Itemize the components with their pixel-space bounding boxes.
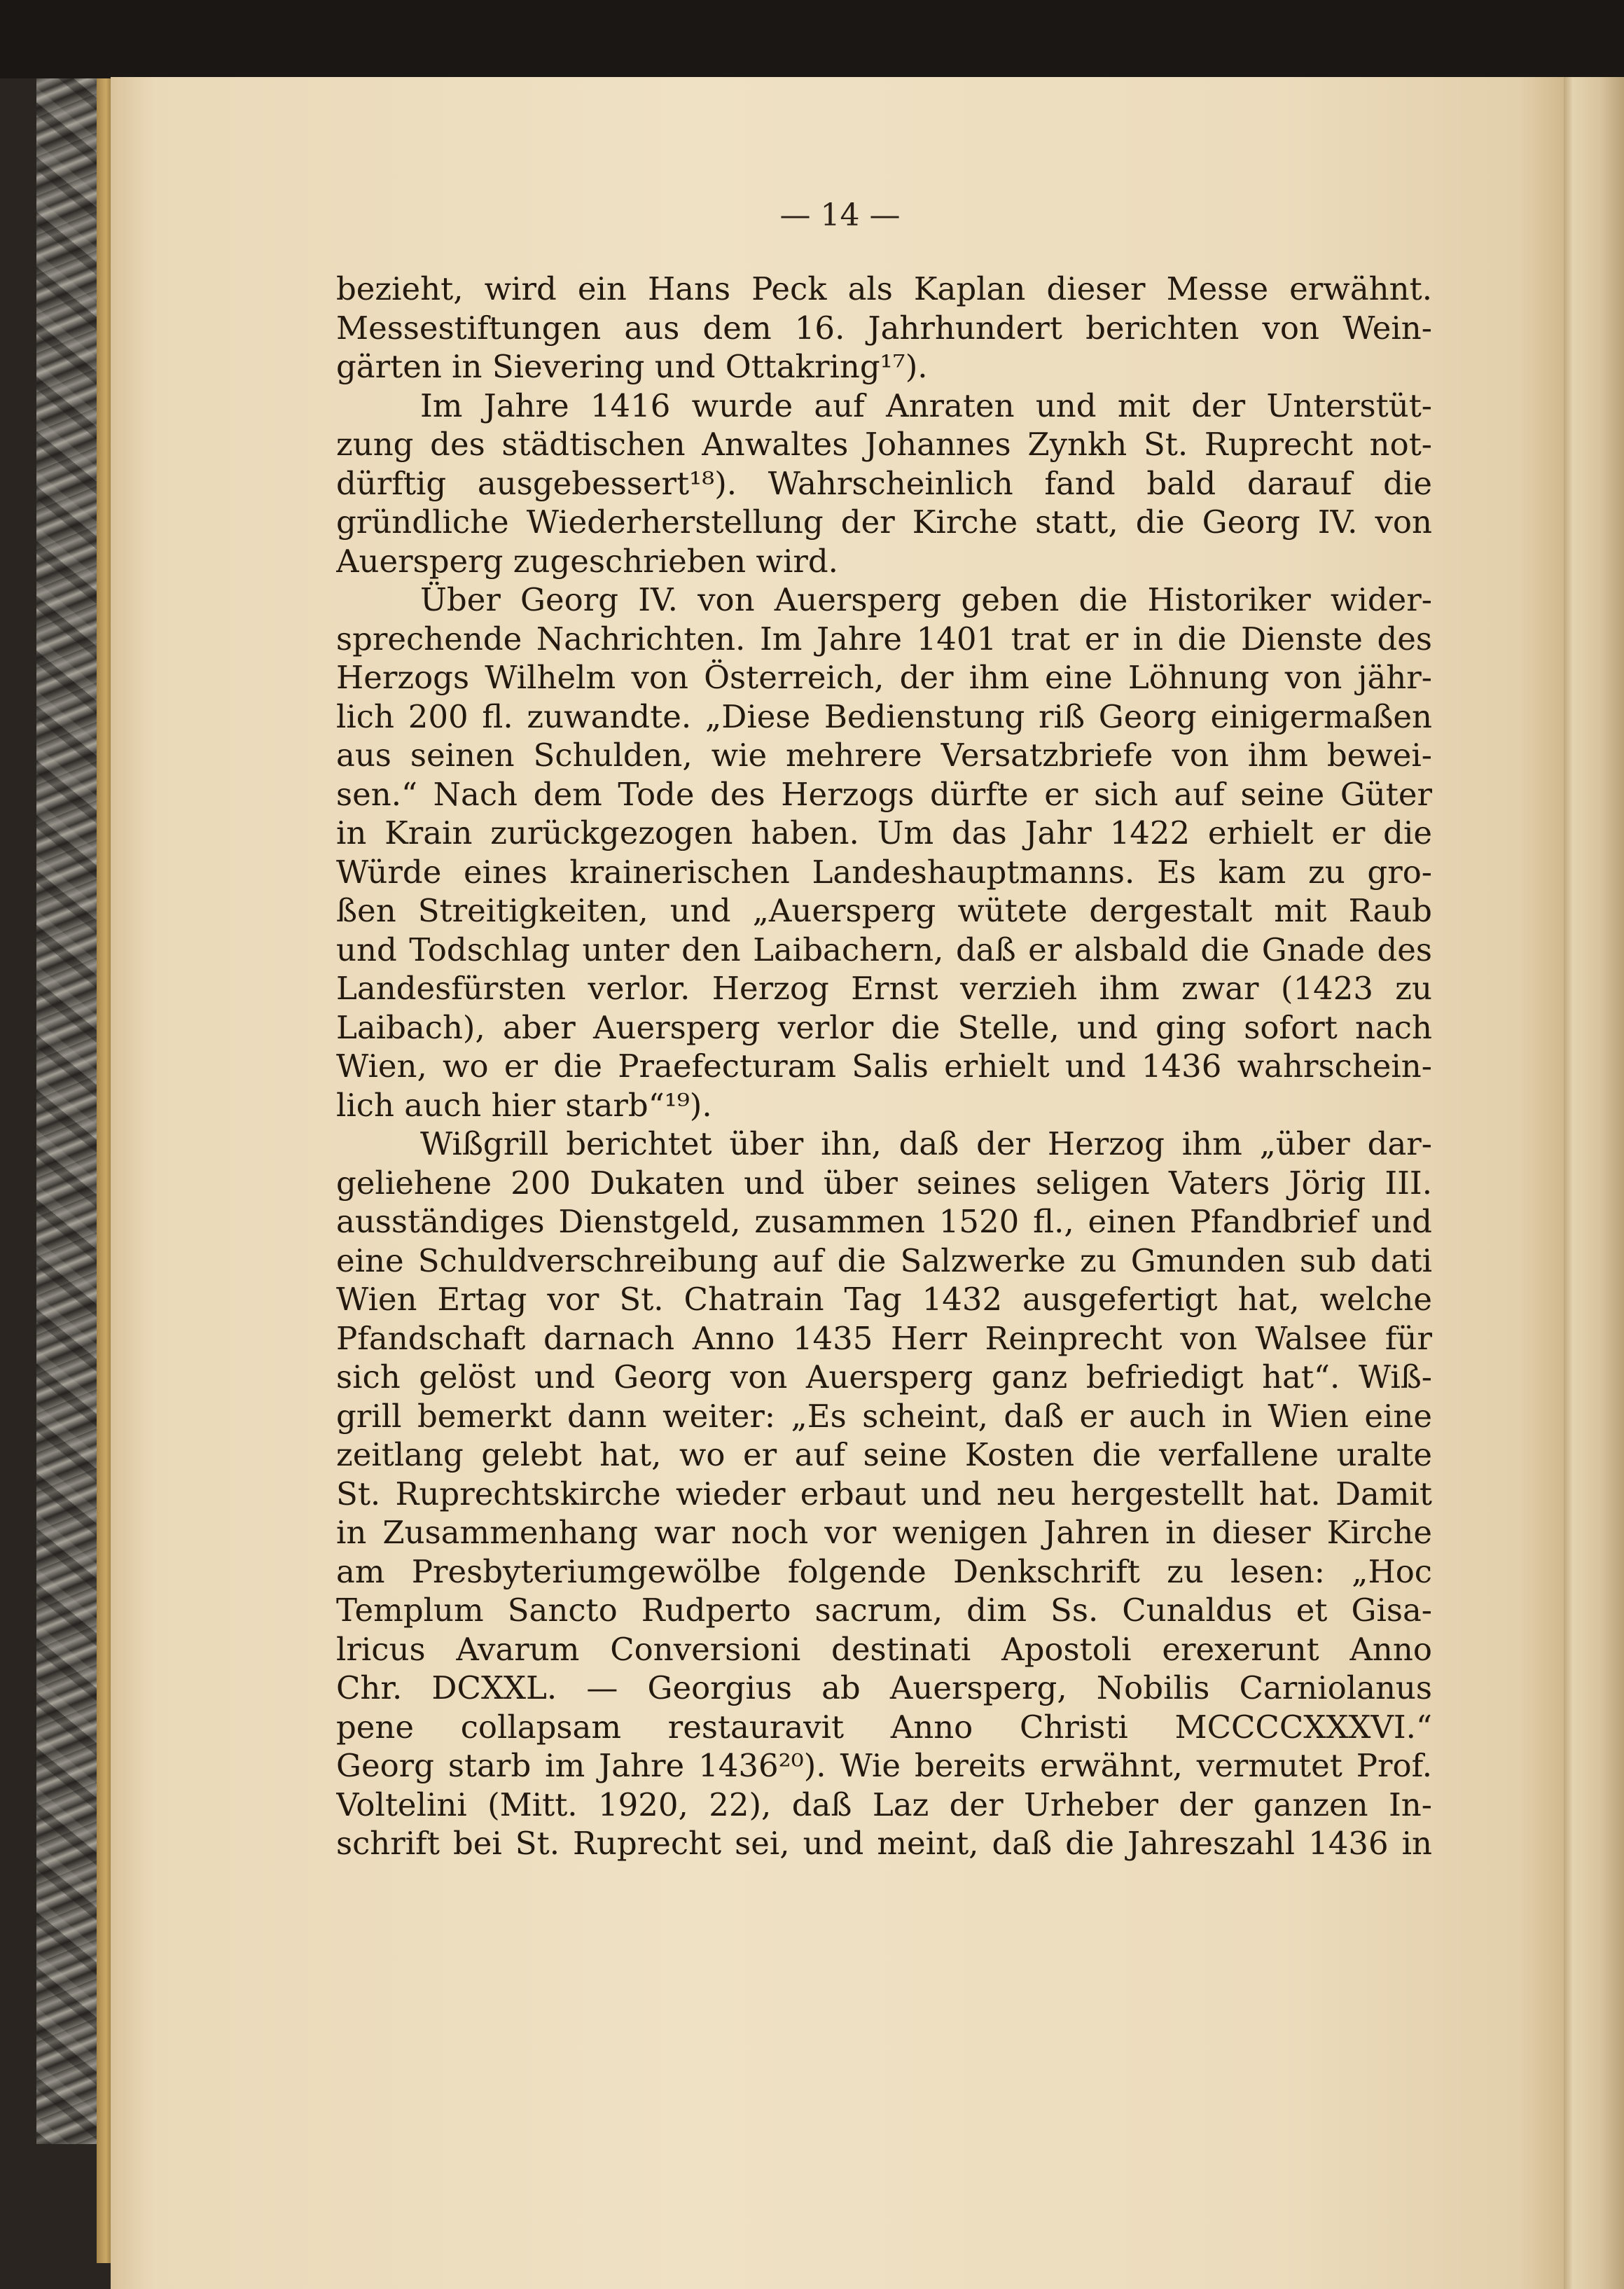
page-stack-edge [1564, 77, 1624, 2289]
text-line: gründliche Wiederherstellung der Kirche statt, die Georg IV. von [336, 503, 1432, 541]
text-line: bezieht, wird ein Hans Peck als Kaplan dieser Messe erwähnt. [336, 270, 1432, 307]
text-line: Georg starb im Jahre 1436²⁰). Wie bereits erwähnt, vermutet Prof. [336, 1747, 1432, 1784]
text-line: in Krain zurückgezogen haben. Um das Jahr 1422 erhielt er die [336, 814, 1432, 851]
body-text [336, 270, 1432, 1863]
text-line: lich auch hier starb“¹⁹). [336, 1086, 712, 1124]
text-line: in Zusammenhang war noch vor wenigen Jahren in dieser Kirche [336, 1514, 1432, 1551]
text-line: und Todschlag unter den Laibachern, daß er alsbald die Gnade des [336, 931, 1432, 968]
text-line: Über Georg IV. von Auersperg geben die Historiker wider- [420, 581, 1432, 618]
text-line: Messestiftungen aus dem 16. Jahrhundert berichten von Wein- [336, 309, 1432, 347]
text-line: lich 200 fl. zuwandte. „Diese Bedienstung riß Georg einigermaßen [336, 697, 1432, 735]
text-line: aus seinen Schulden, wie mehrere Versatzbriefe von ihm bewei- [336, 737, 1432, 774]
scan-background [0, 0, 1624, 78]
text-line: Auersperg zugeschrieben wird. [336, 542, 838, 580]
text-line: grill bemerkt dann weiter: „Es scheint, daß er auch in Wien eine [336, 1397, 1432, 1435]
text-line: zeitlang gelebt hat, wo er auf seine Kosten die verfallene uralte [336, 1436, 1432, 1473]
text-line: St. Ruprechtskirche wieder erbaut und neu hergestellt hat. Damit [336, 1475, 1432, 1512]
text-line: eine Schuldverschreibung auf die Salzwerke zu Gmunden sub dati [336, 1241, 1432, 1279]
text-line: Wien Ertag vor St. Chatrain Tag 1432 ausgefertigt hat, welche [336, 1281, 1432, 1318]
text-line: Templum Sancto Rudperto sacrum, dim Ss. Cunaldus et Gisa- [336, 1592, 1432, 1629]
text-line: sen.“ Nach dem Tode des Herzogs dürfte er sich auf seine Güter [336, 775, 1432, 813]
text-line: schrift bei St. Ruprecht sei, und meint, daß die Jahreszahl 1436 in [336, 1825, 1432, 1862]
text-line: Herzogs Wilhelm von Österreich, der ihm eine Löhnung von jähr- [336, 659, 1432, 696]
text-line: sich gelöst und Georg von Auersperg ganz befriedigt hat“. Wiß- [336, 1358, 1432, 1396]
text-line: Landesfürsten verlor. Herzog Ernst verzieh ihm zwar (1423 zu [336, 970, 1432, 1007]
text-line: ßen Streitigkeiten, und „Auersperg wütete dergestalt mit Raub [336, 892, 1432, 929]
text-line: Wien, wo er die Praefecturam Salis erhielt und 1436 wahrschein- [336, 1048, 1432, 1085]
text-line: Voltelini (Mitt. 1920, 22), daß Laz der Urheber der ganzen In- [336, 1786, 1432, 1823]
text-line: sprechende Nachrichten. Im Jahre 1401 trat er in die Dienste des [336, 620, 1432, 658]
text-line: geliehene 200 Dukaten und über seines seligen Vaters Jörig III. [336, 1164, 1432, 1202]
text-line: pene collapsam restauravit Anno Christi MCCCCXXXVI.“ [336, 1708, 1432, 1746]
text-line: Pfandschaft darnach Anno 1435 Herr Reinprecht von Walsee für [336, 1319, 1432, 1357]
text-line: am Presbyteriumgewölbe folgende Denkschrift zu lesen: „Hoc [336, 1552, 1432, 1590]
book-binding [97, 78, 112, 2263]
text-line: Im Jahre 1416 wurde auf Anraten und mit der Unterstüt- [420, 387, 1432, 424]
text-line: zung des städtischen Anwaltes Johannes Zynkh St. Ruprecht not- [336, 426, 1432, 463]
text-line: ausständiges Dienstgeld, zusammen 1520 fl., einen Pfandbrief und [336, 1203, 1432, 1240]
text-line: Wißgrill berichtet über ihn, daß der Herzog ihm „über dar- [420, 1125, 1432, 1162]
page-number: — 14 — [779, 197, 901, 233]
text-line: gärten in Sievering und Ottakring¹⁷). [336, 348, 928, 385]
marbled-cover-edge [36, 78, 99, 2144]
text-line: Chr. DCXXL. — Georgius ab Auersperg, Nobilis Carniolanus [336, 1669, 1432, 1706]
text-line: lricus Avarum Conversioni destinati Apostoli erexerunt Anno [336, 1630, 1432, 1668]
text-line: dürftig ausgebessert¹⁸). Wahrscheinlich fand bald darauf die [336, 464, 1432, 502]
text-line: Laibach), aber Auersperg verlor die Stelle, und ging sofort nach [336, 1008, 1432, 1046]
text-line: Würde eines krainerischen Landeshauptmanns. Es kam zu gro- [336, 853, 1432, 891]
